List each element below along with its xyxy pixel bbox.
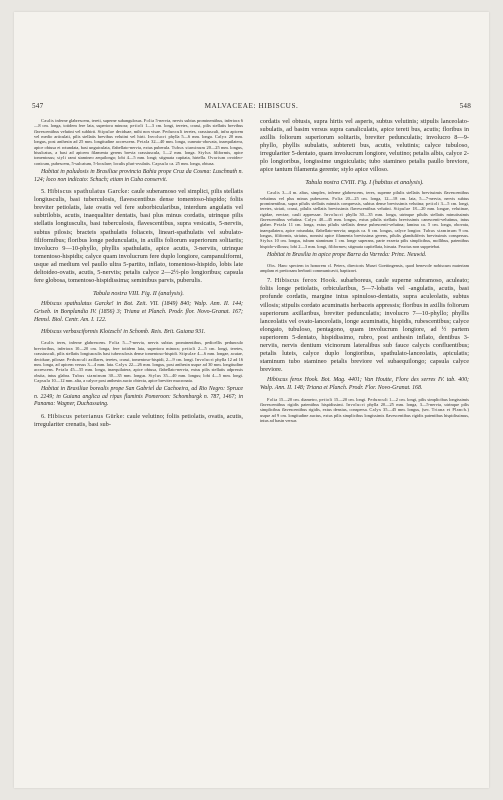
book-page bbox=[14, 12, 489, 788]
species-description: Caulis teres, inferne glabrescens. Folia 5—7-nervia, nervis subtus prominentibus, pedicellis pedunculo brevioribus, inferiora 10—20 cm. longa, fere totidem lata, superiora minora; petioli 2—5 cm. longi, teretes, crassiusculi, pilis stellatis longiusculis basi tuberculosis dense tomentoso-hispidi. Stipulae 4—6 mm. longae, acutae, deciduae, pilosae. Pedunculi axillares, teretes, crassi, tomentoso-hispidi, 2—9 cm. longi. Involucri phylla 12 ad 16 mm. longa, ad apicem versus 3—4 mm. lata. Calyx 22—26 mm. longus, post anthesin usque ad 30 mm. longitudine accrescens. Petala 45—55 mm. longa, inaequilatera, apice obtusa, flabellato-nervia, extus pilis stellatis adpressis obsita, intus glabra. Tubus staminum 30—35 mm. longus. Stylus 35—40 mm. longus; lobi 4—5 mm. longi. Capsula 10—12 mm. alta, a calyce post anthesin aucto obtecta, apice breviter mucronata. bbox=[34, 340, 243, 383]
species-name: Hibiscus spathulatus bbox=[47, 188, 106, 196]
species-description: Folia 15—20 cm. diametro, petioli 15—20 cm. longi. Pedunculi 1—2 cm. longi, pilis simplicibus longissimis flavescentibus rigidis patentibus hispidissimi. Involucri phylla 20—25 mm. longa, 3—5-nervia, utrinque pilis simplicibus flavescentibus rigidis, extus densius, conspersa. Calyx 35—45 mm. longus, (sec. Triana et Planch.) usque ad 9 cm. longitudine auctus, extus pilis simplicibus longissimis flavescentibus rigidis patentibus hispidissimus, intus ad basin versus bbox=[260, 396, 469, 424]
plate-reference: Tabula nostra VIII. Fig. II (analysis). bbox=[93, 290, 184, 297]
left-column bbox=[34, 118, 243, 714]
right-column bbox=[260, 118, 469, 714]
species-description: Caulis 3—4 m. altus, simplex, inferne glabrescens, teres, superne pilulis stellatis brevissimis flavescentibus velutinus vel plus minus pubescens. Folia 20—25 cm. longa, 12—18 cm. lata, 5—7-nervia, nervis subtus prominentibus, supra pilulis stellatis minutis compressis, subtus dense brevissimis velutina; petioli 3—5 cm. longi, teretes, striati, crassi, pilulis stellatis brevissimis flavescentibus velutini. Stipulae 18—20 mm. longae, velutinae, rigidae, erectae, cauli appressae. Involucri phylla 30—35 mm. longa, utrinque pilulis stellatis minutissimis flavescentibus velutina. Calyx 40—45 mm. longus, extus pilulis stellatis brevissimis canescenti-velutinus, intus glaber. Petala 11 cm. longa, extus pilulis stellatis dense pubescenti-velutina; lamina ca. 5 cm. longa, obovata, inaequilatera, apice rotundata, flabellato-nervia; unguis ca. 6 cm. longus, calyce longior. Tubus staminum 9 cm. longus, filiformis, striatus, nonnisi apice filamenta brevissima gerens, pilulis glanduliferis brevissimis conspersus. Stylus 10 cm. longus, tubum staminum 1 cm. longe superans, parte exserta pilis simplicibus, mollibus, patentibus hispido-villosus; lobi 2—3 mm. longi, filiformes; stigmata capitellata, hirsuta. Fructus non suppetebat. bbox=[260, 190, 469, 249]
continued-description: Caulis inferne glabrescens, tereti, superne subangulosus. Folia 5-nervia, nervis subtus prominentibus, inferiora 6—8 cm. longa, totidem fere lata, superiora minora; petioli 1—3 cm. longi, teretes, crassi, pilis stellatis brevibus flavescentibus velutini vel subhirti. Stipulae deciduae, mihi non visae. Pedunculi teretes, crassiusculi, infra apicem vel medio articulati, pilis stellatis brevibus velutini vel hirti. Involucri phylla 5—6 mm. longa. Calyx 20 mm. longus, post anthesin ad 25 mm. longitudine accrescens. Petala 32—40 mm. longa, cuneato-obovata, inaequilatera, apice obtusa et rotundata, basi unguiculata, flabellato-nervia, extus puberula. Tubus staminum 20—25 mm. longus, bisulcatus, a basi ad apicem filamenta gerens brevia crassiuscula, 1—2 mm. longa. Stylus filiformis, apice tomentosus; styli rami stamineo aequilongo; lobi 4—5 mm. longi; stigmata capitata, hirtella. Ovarium ovoideo-conicum, pubescens, 5-sulcatum, 5-loculare; loculis pluri-ovulatis. Capsula ca. 25 mm. longa, obtusa. bbox=[34, 118, 243, 166]
observation-note: Obs. Hanc speciem in honorem cl. Peters, directoris Musei Goettingensis, quod benevole nobiscum materiam amplam et pretiosam herbarii communicavit, baptizavi. bbox=[260, 262, 469, 274]
species-entry: 5. Hibiscus spathulatus Garcke: caule suberamoso vel simplici, pilis stellatis longiusculis, basi tuberculosis, flavescentibus dense tomentoso-hispido; foliis breviter petiolatis, late ovatis vel fere suborbicularibus, interdum angulatis vel subtrilobis, acutis, inaequaliter dentatis, basi plus minus cordatis, utrinque pilis stellatis longiusculis, basi tuberculosis, flavescentibus, supra vesicatis, 5-nerviis, subtus pilosis; bracteis spathulatis foliaceis, lineari-spathulatis vel subulato-filiformibus; floribus longe pedunculatis, in axillis foliorum superiorum solitariis; involucro 9—10-phyllo, phyllis spathulatis, apice acutis, 3-nerviis, utrinque tomentoso-hispidis; calyce quam involucrum fere duplo longiore, campanuliformi, usque ad medium vel paullo ultra 5-partito, inflato, tomentoso-hispido, lobis late deltoideo-ovatis, acutis, 5-nerviis; petalis calyce 2—2½-plo longioribus; capsula fere globosa, tomentoso-hispidissima; seminibus parvis, puberulis. bbox=[34, 188, 243, 284]
page-number-right: 548 bbox=[459, 102, 471, 110]
plate-reference: Tabula nostra CVIII. Fig. I (habitus et analysis). bbox=[305, 180, 424, 187]
species-entry: 7. Hibiscus ferox Hook. subarboreus, caule superne subramoso, aculeato; foliis longe petiolatis, orbicularibus, 5—7-lobatis vel -angulatis, acutis, basi profunde cordatis, margine intus spinuloso-dentatis, supra aculeolatis, subtus villosis; stipulis cordato acuminatis herbaceis appressis; floribus in axillis foliorum superiorum axillaribus, breviter pedunculatis; involucro 7—10-phyllo; phyllis lanceolatis vel ovato-lanceolatis, longe acuminatis, hispidis, rubescentibus; calyce elongato, tubuloso, pentagono, quam involucrum longiore, ad ½ partem superiorem 5-dentato, hispidissimo, rubro, post anthesin inflato, dentibus 3-nerviis, nervis dentium vicinorum lateralibus sub fauce calycis confluentibus; petalis luteis, calyce duplo longioribus, spathulato-lanceolatis, apiculatis; staminum tubo stamineo petalis breviore vel subaequilongo; capsula calyce breviore. bbox=[260, 277, 469, 373]
species-name: Hibiscus ferox bbox=[274, 277, 318, 285]
synonym-citation: Hibiscus verbasciformis Klotzsch! in Schomb. Reis. Brit. Guiana 931. bbox=[41, 328, 206, 335]
species-name: Hibiscus peterianus bbox=[47, 413, 104, 420]
habitat-note: Habitat in paludosis in Brasiliae provincia Bahia prope Cruz da Cosma: Luschnath n. 124; loco non indicato: Schuch; etiam in Cuba conservit. bbox=[34, 169, 243, 183]
running-title: MALVACEAE: HIBISCUS. bbox=[204, 102, 299, 110]
page-header bbox=[32, 102, 471, 114]
species-entry: 6. Hibiscus peterianus Gürke: caule velutino; foliis petiolatis, ovatis, acutis, irregulariter crenatis, basi sub- bbox=[34, 413, 243, 429]
habitat-note: Habitat in Brasiliae borealis prope San Gabriel da Cachoeira, ad Rio Negro: Spruce n. 2249; in Guiana anglica ad ripas fluminis Pomeroon: Schomburgk n. 787, 1467; in Panama: Wagner, Duchassaing. bbox=[34, 386, 243, 408]
habitat-note: Habitat in Brasilia in apice prope Barra da Varreda: Princ. Neuwid. bbox=[267, 252, 427, 259]
page-number-left: 547 bbox=[32, 102, 44, 110]
citation: Hibiscus spathulatus Garcke! in Bot. Zeit. VII. (1849) 840; Walp. Ann. II. 144; Griseb. in Bonplandia IV. (1856) 3; Triana et Planch. Prodr. flor. Novo-Granat. 167; Hemsl. Biol. Centr. Am. I. 122. bbox=[34, 300, 243, 323]
citation: Hibiscus ferox Hook. Bot. Mag. 4401; Van Houtte, Flore des serres IV. tab. 400; Walp. Ann. II. 148; Triana et Planch. Prodr. Flor. Novo-Granat. 168. bbox=[260, 376, 469, 391]
continued-diagnosis: cordatis vel obtusis, supra hirtis vel asperis, subtus velutinis; stipulis lanceolato-subulatis, ad basim versus supra canaliculatis, apice tereti bus, acutis; floribus in axillis foliorum superiorum solitariis, breviter pedunculatis; involucro 8—9-phyllo, phyllis subulatis, subtereti bus, acutis, velutinis; calyce tubuloso, irregulariter 5-dentato, quam involucrum longiore, velutino; petalis albis, calyce 2-plo longioribus, longissime unguiculatis; tubo stamineo petalis paullo breviore, apice tantum filamenta gerente; stylo apice villoso. bbox=[260, 118, 469, 174]
